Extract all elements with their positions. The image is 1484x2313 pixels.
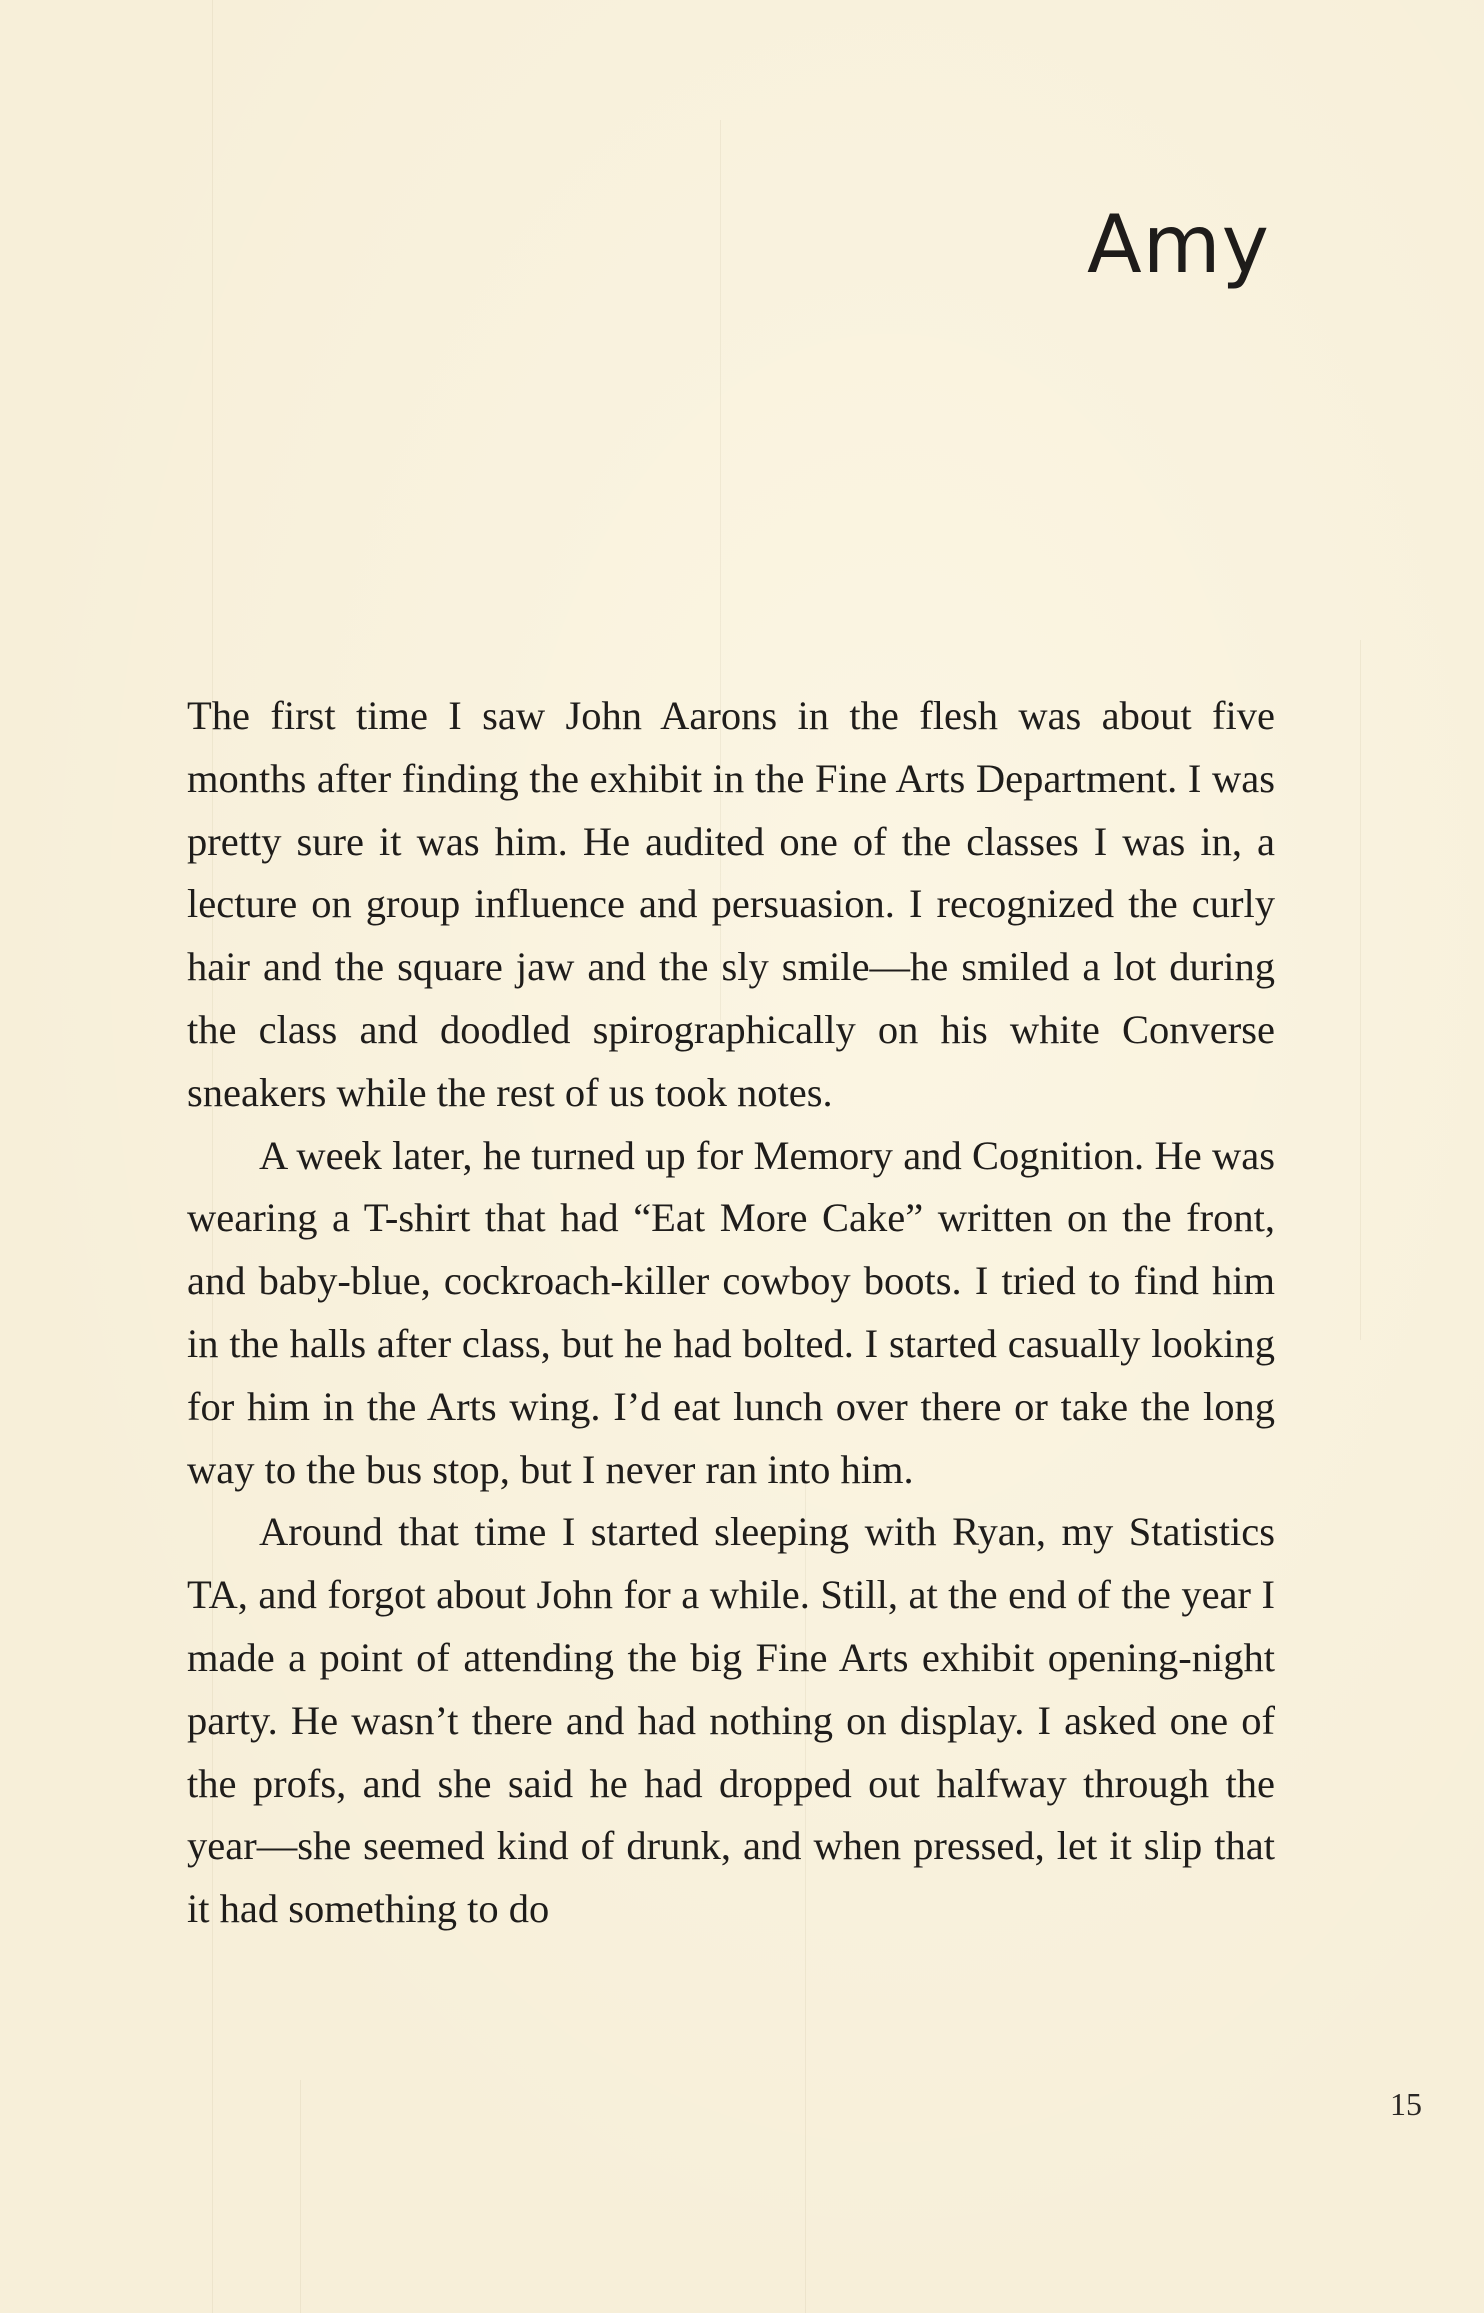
- paragraph: A week later, he turned up for Memory and Cognition. He was wearing a T-shirt that had “Eat More Cake” written on the front, and baby-blue, cockroach-killer cowboy boots. I tried to find him in the halls after class, but he had bolted. I started casually looking for him in the Arts wing. I’d eat lunch over there or take the long way to the bus stop, but I never ran into him.: [187, 1132, 1275, 1492]
- body-text: [187, 685, 1275, 1941]
- paper-streak: [1360, 640, 1361, 1340]
- paragraph: Around that time I started sleeping with Ryan, my Statistics TA, and forgot about John for a while. Still, at the end of the year I made a point of attending the big Fine Arts exhibit opening-night party. He wasn’t there and had nothing on display. I asked one of the profs, and she said he had dropped out halfway through the year—she seemed kind of drunk, and when pressed, let it slip that it had something to do: [187, 1509, 1275, 1932]
- chapter-title: Amy: [1087, 198, 1270, 291]
- paragraph: The first time I saw John Aarons in the flesh was about five months after finding the exhibit in the Fine Arts Department. I was pretty sure it was him. He audited one of the classes I was in, a lecture on group influence and persuasion. I recognized the curly hair and the square jaw and the sly smile—he smiled a lot during the class and doodled spirographically on his white Converse sneakers while the rest of us took notes.: [187, 693, 1275, 1115]
- paper-streak: [300, 2080, 301, 2313]
- page-number: 15: [1390, 2086, 1422, 2122]
